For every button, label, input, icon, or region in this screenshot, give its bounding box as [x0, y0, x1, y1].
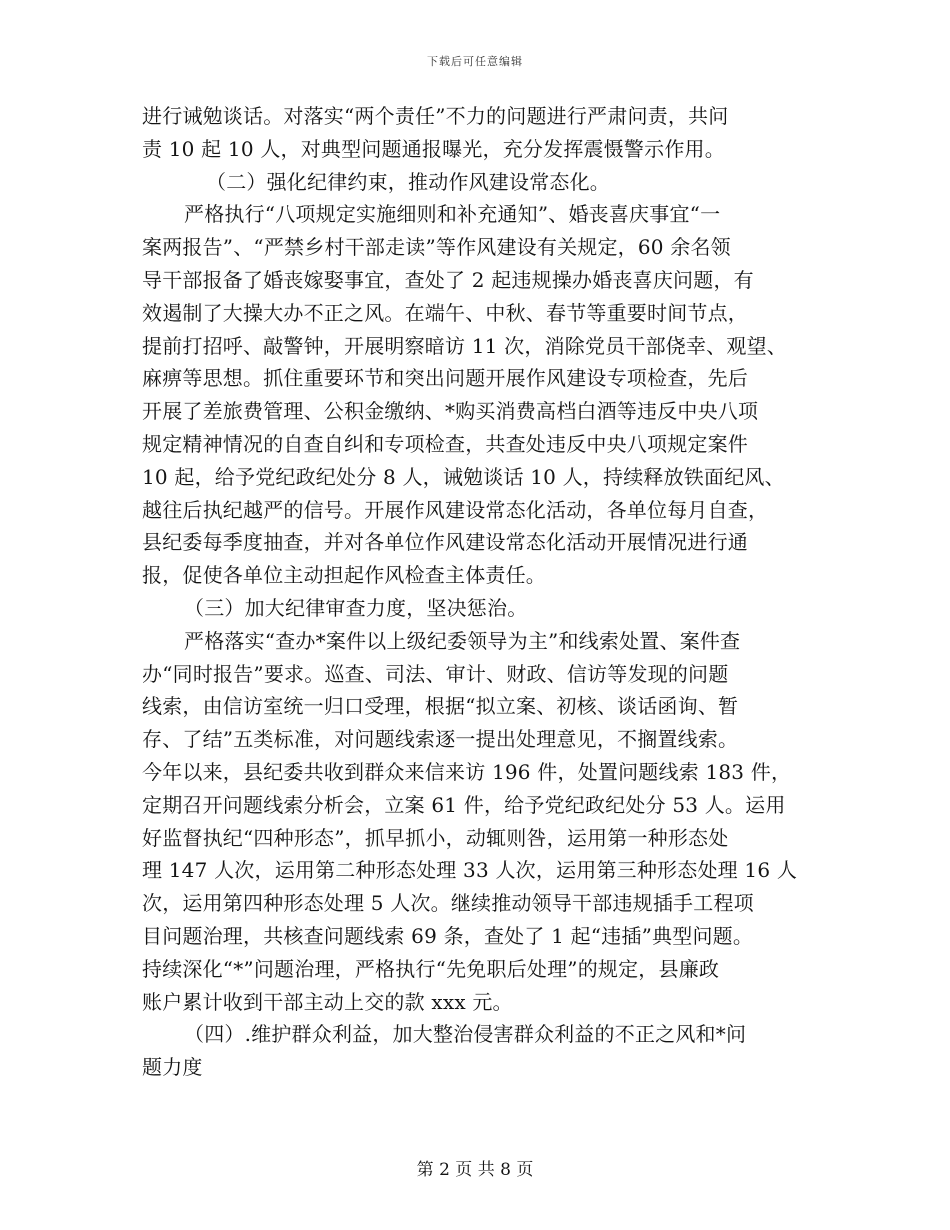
body-line: 严格执行“八项规定实施细则和补充通知”、婚丧喜庆事宜“一: [184, 202, 721, 227]
body-line: 今年以来，县纪委共收到群众来信来访 196 件，处置问题线索 183 件，: [142, 759, 792, 784]
section-heading-2: （二）强化纪律约束，推动作风建设常态化。: [206, 169, 610, 194]
body-line: 规定精神情况的自查自纠和专项检查，共查处违反中央八项规定案件: [142, 431, 748, 456]
page-number-footer: 第 2 页 共 8 页: [416, 1160, 534, 1180]
body-line: 提前打招呼、敲警钟，开展明察暗访 11 次，消除党员干部侥幸、观望、: [142, 333, 787, 358]
section-heading-4: （四）.维护群众利益，加大整治侵害群众利益的不正之风和*问: [184, 1022, 747, 1047]
body-line: 目问题治理，共核查问题线索 69 条，查处了 1 起“违插”典型问题。: [142, 923, 754, 948]
body-line: 10 起，给予党纪政纪处分 8 人，诫勉谈话 10 人，持续释放铁面纪风、: [142, 464, 785, 489]
body-line: 账户累计收到干部主动上交的款 xxx 元。: [142, 989, 513, 1014]
body-line: 报，促使各单位主动担起作风检查主体责任。: [142, 563, 546, 588]
body-line: 麻痹等思想。抓住重要环节和突出问题开展作风建设专项检查，先后: [142, 366, 748, 391]
body-line: 办“同时报告”要求。巡查、司法、审计、财政、信访等发现的问题: [142, 661, 729, 686]
body-line: 持续深化“*”问题治理，严格执行“先免职后处理”的规定，县廉政: [142, 956, 720, 981]
document-body: [142, 100, 812, 1084]
page-header-note: 下载后可任意编辑: [427, 55, 523, 68]
body-line: 案两报告”、“严禁乡村干部走读”等作风建设有关规定，60 余名领: [142, 235, 731, 260]
body-line: 开展了差旅费管理、公积金缴纳、*购买消费高档白酒等违反中央八项: [142, 399, 759, 424]
body-line: 定期召开问题线索分析会，立案 61 件，给予党纪政纪处分 53 人。运用: [142, 792, 786, 817]
body-line: 好监督执纪“四种形态”，抓早抓小，动辄则咎，运用第一种形态处: [142, 825, 729, 850]
body-line: 严格落实“查办*案件以上级纪委领导为主”和线索处置、案件查: [184, 628, 741, 653]
body-line: 题力度: [142, 1055, 203, 1080]
body-line: 线索，由信访室统一归口受理，根据“拟立案、初核、谈话函询、暂: [142, 694, 739, 719]
body-line: 次，运用第四种形态处理 5 人次。继续推动领导干部违规插手工程项: [142, 891, 754, 916]
body-line: 存、了结”五类标准，对问题线索逐一提出处理意见，不搁置线索。: [142, 727, 739, 752]
body-line: 县纪委每季度抽查，并对各单位作风建设常态化活动开展情况进行通: [142, 530, 748, 555]
body-line: 理 147 人次，运用第二种形态处理 33 人次，运用第三种形态处理 16 人: [142, 858, 798, 883]
body-line: 效遏制了大操大办不正之风。在端午、中秋、春节等重要时间节点，: [142, 300, 748, 325]
body-line: 越往后执纪越严的信号。开展作风建设常态化活动，各单位每月自查，: [142, 497, 769, 522]
body-line: 责 10 起 10 人，对典型问题通报曝光，充分发挥震慑警示作用。: [142, 136, 725, 161]
body-line: 导干部报备了婚丧嫁娶事宜，查处了 2 起违规操办婚丧喜庆问题，有: [142, 267, 754, 292]
section-heading-3: （三）加大纪律审查力度，坚决惩治。: [184, 595, 528, 620]
body-line: 进行诫勉谈话。对落实“两个责任”不力的问题进行严肃问责，共问: [142, 104, 729, 128]
